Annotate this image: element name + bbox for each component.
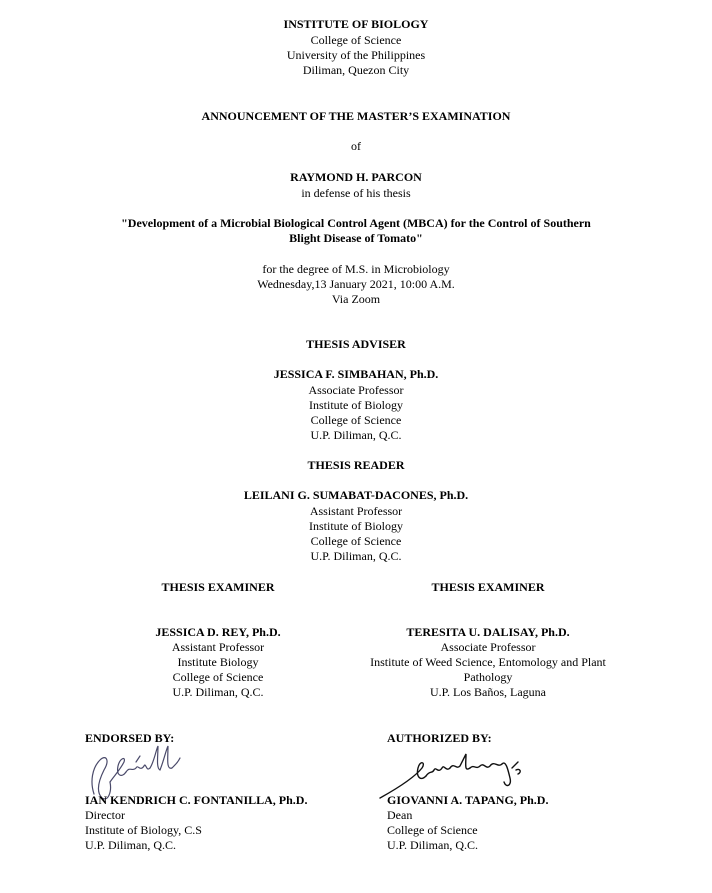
exam-venue: Via Zoom bbox=[331, 292, 381, 306]
examiner-1-line: Institute Biology bbox=[177, 655, 259, 669]
exam-datetime: Wednesday,13 January 2021, 10:00 A.M. bbox=[257, 277, 455, 291]
examiner-1-name: JESSICA D. REY, Ph.D. bbox=[155, 625, 281, 639]
adviser-institute: Institute of Biology bbox=[309, 398, 403, 412]
endorser-office: Institute of Biology, C.S bbox=[85, 823, 202, 837]
examiner-1-position: Assistant Professor bbox=[171, 640, 265, 654]
announcement-title: ANNOUNCEMENT OF THE MASTER’S EXAMINATION bbox=[201, 109, 511, 123]
reader-college: College of Science bbox=[310, 534, 402, 548]
authorizer-office: College of Science bbox=[387, 823, 478, 837]
of-text: of bbox=[351, 139, 361, 153]
reader-campus: U.P. Diliman, Q.C. bbox=[310, 549, 402, 563]
thesis-title-line-2: Blight Disease of Tomato" bbox=[289, 231, 423, 245]
examiner-2-line: U.P. Los Baños, Laguna bbox=[430, 685, 546, 699]
reader-name: LEILANI G. SUMABAT-DACONES, Ph.D. bbox=[243, 488, 469, 502]
examiner-2-position: Associate Professor bbox=[440, 640, 536, 654]
adviser-heading: THESIS ADVISER bbox=[306, 337, 406, 351]
endorsed-label: ENDORSED BY: bbox=[85, 731, 175, 745]
examiner-2-block bbox=[343, 580, 633, 700]
authorizer-name: GIOVANNI A. TAPANG, Ph.D. bbox=[387, 793, 549, 807]
thesis-title-line-1: "Development of a Microbial Biological Control Agent (MBCA) for the Control of Southern bbox=[121, 216, 591, 230]
examiner-1-block bbox=[118, 580, 318, 700]
university-name: University of the Philippines bbox=[286, 48, 426, 62]
adviser-campus: U.P. Diliman, Q.C. bbox=[310, 428, 402, 442]
endorser-title: Director bbox=[85, 808, 125, 822]
examiner-1-line: U.P. Diliman, Q.C. bbox=[172, 685, 264, 699]
examiner-2-name: TERESITA U. DALISAY, Ph.D. bbox=[406, 625, 570, 639]
examiner-2-line: Pathology bbox=[463, 670, 513, 684]
endorser-campus: U.P. Diliman, Q.C. bbox=[85, 838, 177, 852]
degree-text: for the degree of M.S. in Microbiology bbox=[262, 262, 450, 276]
authorizer-campus: U.P. Diliman, Q.C. bbox=[387, 838, 479, 852]
endorser-name: IAN KENDRICH C. FONTANILLA, Ph.D. bbox=[85, 793, 308, 807]
reader-position: Assistant Professor bbox=[309, 504, 403, 518]
reader-heading: THESIS READER bbox=[307, 458, 405, 472]
adviser-college: College of Science bbox=[310, 413, 402, 427]
examiner-2-line: Institute of Weed Science, Entomology and Plant bbox=[370, 655, 606, 669]
institute-name: INSTITUTE OF BIOLOGY bbox=[283, 17, 429, 31]
reader-institute: Institute of Biology bbox=[309, 519, 403, 533]
examiner-1-line: College of Science bbox=[172, 670, 264, 684]
adviser-position: Associate Professor bbox=[308, 383, 404, 397]
university-location: Diliman, Quezon City bbox=[302, 63, 410, 77]
authorizer-title: Dean bbox=[387, 808, 413, 822]
adviser-name: JESSICA F. SIMBAHAN, Ph.D. bbox=[273, 367, 439, 381]
examiner-1-heading: THESIS EXAMINER bbox=[161, 580, 275, 594]
candidate-name: RAYMOND H. PARCON bbox=[290, 170, 422, 184]
authorized-label: AUTHORIZED BY: bbox=[387, 731, 492, 745]
defense-text: in defense of his thesis bbox=[301, 186, 411, 200]
college-name: College of Science bbox=[310, 33, 402, 47]
examiner-2-heading: THESIS EXAMINER bbox=[431, 580, 545, 594]
